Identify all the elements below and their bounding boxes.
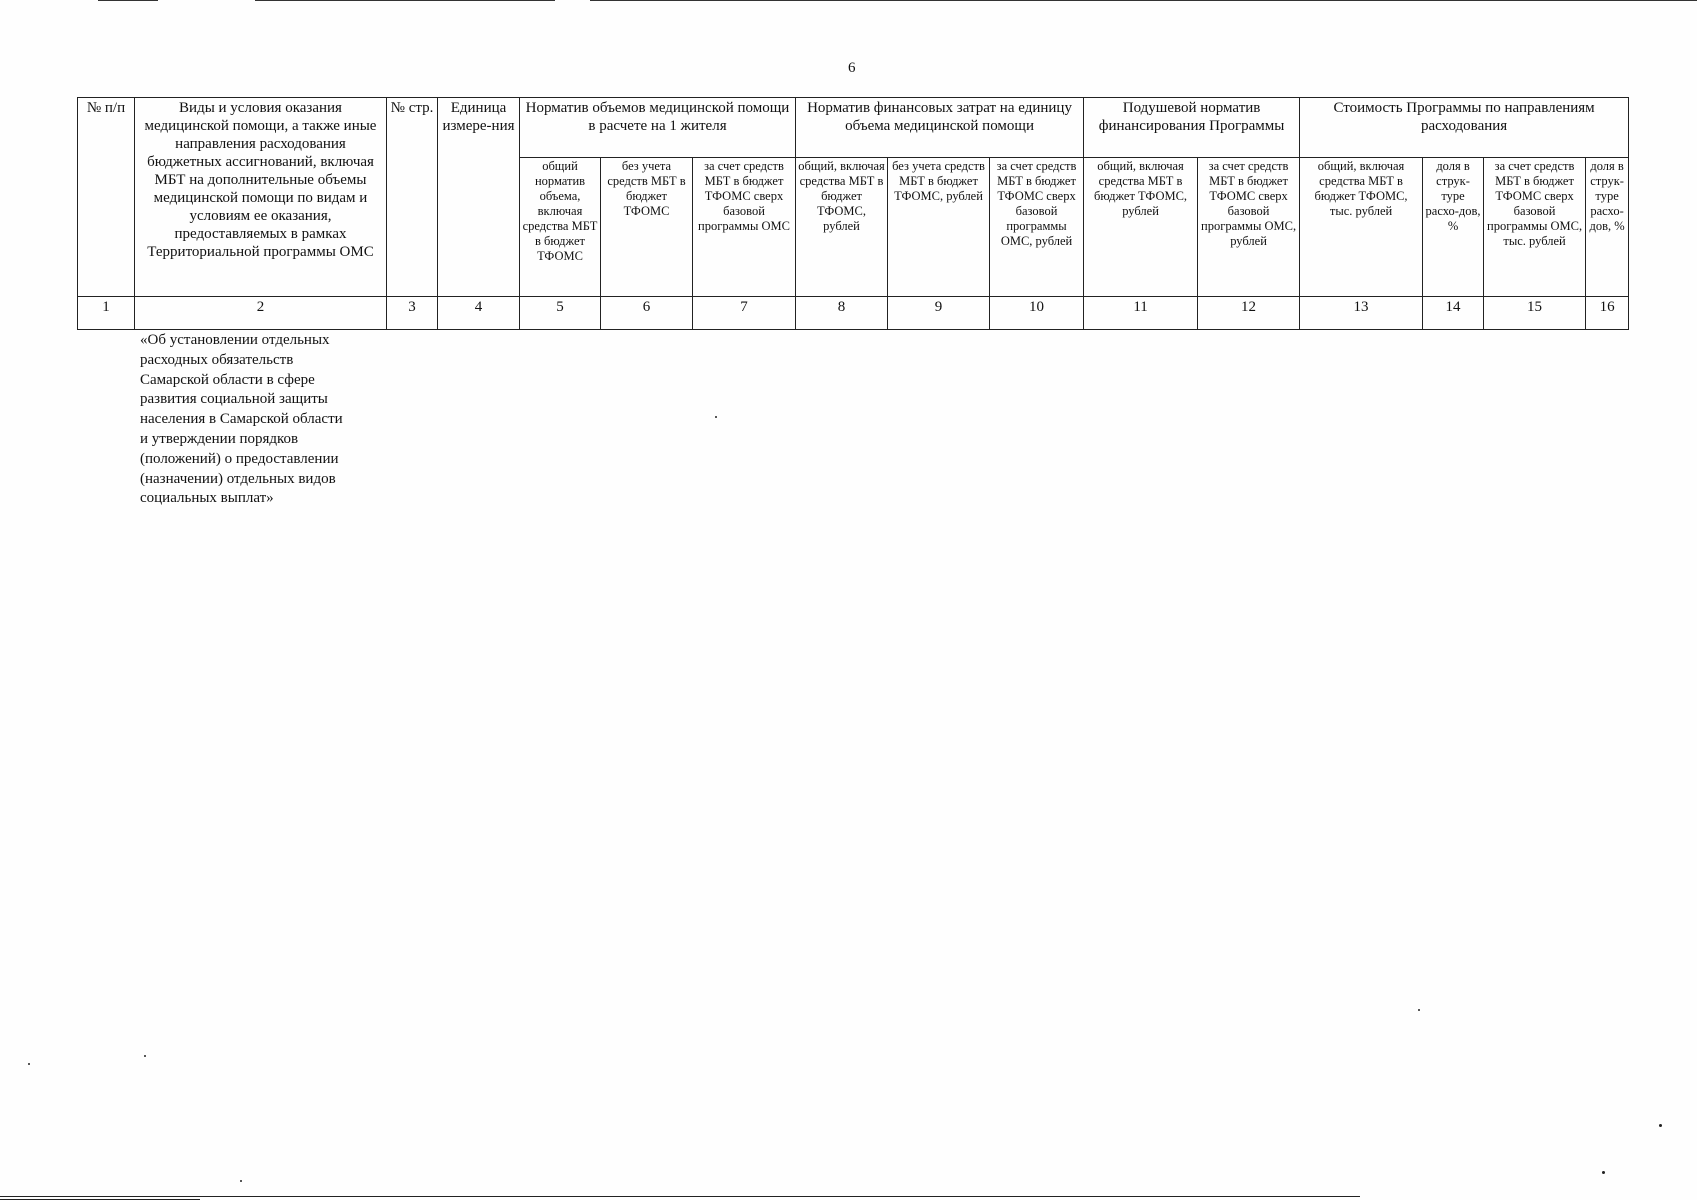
header-group-volume: Норматив объемов медицинской помощи в расчете на 1 жителя (520, 98, 796, 158)
index-cell: 15 (1484, 297, 1586, 330)
index-cell: 2 (135, 297, 387, 330)
scan-speck (144, 1055, 146, 1057)
header-col-14: доля в струк-туре расхо-дов, % (1423, 158, 1484, 297)
header-col-11: общий, включая средства МБТ в бюджет ТФОМС, рублей (1084, 158, 1198, 297)
index-cell: 16 (1586, 297, 1629, 330)
document-title-fragment: «Об установлении отдельных расходных обязательств Самарской области в сфере развития социальной защиты населения в Самарской области и утверждении порядков (положений) о предоставлении (назначении) отдельных видов социальных выплат» (140, 332, 343, 507)
scan-speck (715, 416, 717, 418)
top-scan-line-middle (255, 0, 555, 1)
page-number: 6 (848, 60, 856, 76)
header-col-12: за счет средств МБТ в бюджет ТФОМС сверх базовой программы ОМС, рублей (1198, 158, 1300, 297)
scan-speck (1602, 1171, 1605, 1174)
index-cell: 8 (796, 297, 888, 330)
header-col-6: без учета средств МБТ в бюджет ТФОМС (601, 158, 693, 297)
scan-speck (240, 1180, 242, 1182)
scan-speck (28, 1063, 30, 1065)
scan-speck (1659, 1124, 1662, 1127)
index-cell: 10 (990, 297, 1084, 330)
index-cell: 6 (601, 297, 693, 330)
header-col-2: Виды и условия оказания медицинской помощи, а также иные направления расходования бюджетных ассигнований, включая МБТ на дополнительные объемы медицинской помощи по видам и условиям ее оказания, предоставляемых в рамках Территориальной программы ОМС (135, 98, 387, 297)
header-row-1 (78, 98, 1629, 158)
index-cell: 7 (693, 297, 796, 330)
header-col-9: без учета средств МБТ в бюджет ТФОМС, рублей (888, 158, 990, 297)
header-col-8: общий, включая средства МБТ в бюджет ТФОМС, рублей (796, 158, 888, 297)
index-row (78, 297, 1629, 330)
index-cell: 4 (438, 297, 520, 330)
header-col-10: за счет средств МБТ в бюджет ТФОМС сверх базовой программы ОМС, рублей (990, 158, 1084, 297)
header-col-1: № п/п (78, 98, 135, 297)
top-scan-line-right (590, 0, 1697, 1)
norm-table (77, 97, 1629, 330)
index-cell: 3 (387, 297, 438, 330)
header-col-7: за счет средств МБТ в бюджет ТФОМС сверх базовой программы ОМС (693, 158, 796, 297)
index-cell: 11 (1084, 297, 1198, 330)
header-col-4: Единица измере-ния (438, 98, 520, 297)
header-col-3: № стр. (387, 98, 438, 297)
index-cell: 5 (520, 297, 601, 330)
index-cell: 13 (1300, 297, 1423, 330)
header-group-percapita: Подушевой норматив финансирования Программы (1084, 98, 1300, 158)
header-group-cost: Норматив финансовых затрат на единицу объема медицинской помощи (796, 98, 1084, 158)
index-cell: 14 (1423, 297, 1484, 330)
index-cell: 1 (78, 297, 135, 330)
bottom-scan-line (0, 1196, 1360, 1197)
index-cell: 12 (1198, 297, 1300, 330)
index-cell: 9 (888, 297, 990, 330)
header-col-13: общий, включая средства МБТ в бюджет ТФОМС, тыс. рублей (1300, 158, 1423, 297)
header-col-16: доля в струк-туре расхо-дов, % (1586, 158, 1629, 297)
header-col-5: общий норматив объема, включая средства МБТ в бюджет ТФОМС (520, 158, 601, 297)
scan-speck (1418, 1009, 1420, 1011)
header-col-15: за счет средств МБТ в бюджет ТФОМС сверх базовой программы ОМС, тыс. рублей (1484, 158, 1586, 297)
top-scan-line-left (98, 0, 158, 1)
header-group-program: Стоимость Программы по направлениям расходования (1300, 98, 1629, 158)
